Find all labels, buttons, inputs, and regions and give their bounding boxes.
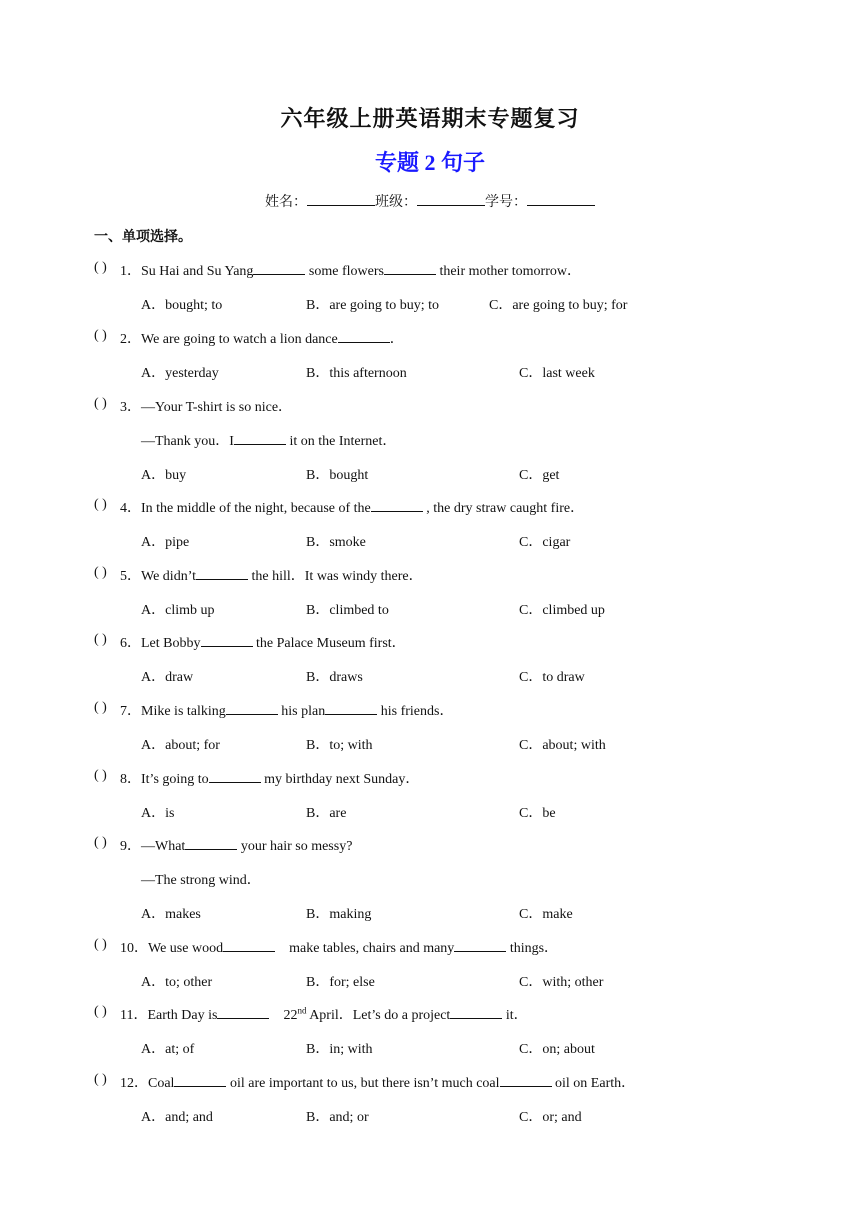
fill-blank[interactable]	[209, 770, 261, 783]
option-b[interactable]: B．climbed to	[306, 603, 389, 618]
fill-blank[interactable]	[338, 330, 390, 343]
option-a[interactable]: A．draw	[141, 670, 194, 685]
fill-blank[interactable]	[454, 939, 506, 952]
fill-blank[interactable]	[371, 499, 423, 512]
option-b[interactable]: B．draws	[306, 670, 363, 685]
option-c[interactable]: C．make	[519, 907, 573, 922]
option-c[interactable]: C．on; about	[519, 1042, 595, 1057]
option-b[interactable]: B．for; else	[306, 975, 375, 990]
option-a[interactable]: A．climb up	[141, 603, 215, 618]
answer-paren[interactable]: ( )	[94, 835, 107, 850]
fill-blank[interactable]	[201, 634, 253, 647]
option-c[interactable]: C．cigar	[519, 535, 571, 550]
answer-paren[interactable]: ( )	[94, 260, 107, 275]
page-subtitle: 专题 2 句子	[374, 150, 485, 175]
class-label: 班级：	[375, 195, 417, 210]
answer-paren[interactable]: ( )	[94, 1004, 107, 1019]
fill-blank[interactable]	[217, 1006, 269, 1019]
option-c[interactable]: C．climbed up	[519, 603, 605, 618]
fill-blank[interactable]	[384, 262, 436, 275]
option-c[interactable]: C．or; and	[519, 1110, 582, 1125]
option-a[interactable]: A．makes	[141, 907, 201, 922]
option-a[interactable]: A．and; and	[141, 1110, 213, 1125]
option-b[interactable]: B．making	[306, 907, 372, 922]
answer-paren[interactable]: ( )	[94, 396, 107, 411]
answer-paren[interactable]: ( )	[94, 1072, 107, 1087]
option-a[interactable]: A．pipe	[141, 535, 190, 550]
class-blank[interactable]	[417, 193, 485, 206]
option-c[interactable]: C．to draw	[519, 670, 585, 685]
option-c[interactable]: C．with; other	[519, 975, 604, 990]
fill-blank[interactable]	[223, 939, 275, 952]
answer-paren[interactable]: ( )	[94, 937, 107, 952]
answer-paren[interactable]: ( )	[94, 565, 107, 580]
option-b[interactable]: B．are	[306, 806, 347, 821]
option-b[interactable]: B．to; with	[306, 738, 373, 753]
option-a[interactable]: A．to; other	[141, 975, 213, 990]
option-b[interactable]: B．bought	[306, 468, 369, 483]
option-b[interactable]: B．are going to buy; to	[306, 298, 439, 313]
option-a[interactable]: A．yesterday	[141, 366, 219, 381]
option-b[interactable]: B．in; with	[306, 1042, 373, 1057]
option-c[interactable]: C．are going to buy; for	[489, 298, 628, 313]
option-b[interactable]: B．smoke	[306, 535, 366, 550]
fill-blank[interactable]	[234, 432, 286, 445]
answer-paren[interactable]: ( )	[94, 768, 107, 783]
page-title: 六年级上册英语期末专题复习	[280, 106, 580, 131]
option-a[interactable]: A．at; of	[141, 1042, 195, 1057]
answer-paren[interactable]: ( )	[94, 632, 107, 647]
option-a[interactable]: A．buy	[141, 468, 187, 483]
option-c[interactable]: C．about; with	[519, 738, 606, 753]
fill-blank[interactable]	[500, 1074, 552, 1087]
fill-blank[interactable]	[253, 262, 305, 275]
answer-paren[interactable]: ( )	[94, 700, 107, 715]
fill-blank[interactable]	[226, 702, 278, 715]
name-label: 姓名：	[265, 195, 307, 210]
option-a[interactable]: A．about; for	[141, 738, 220, 753]
id-blank[interactable]	[527, 193, 595, 206]
option-a[interactable]: A．is	[141, 806, 175, 821]
answer-paren[interactable]: ( )	[94, 328, 107, 343]
name-blank[interactable]	[307, 193, 375, 206]
id-label: 学号：	[485, 195, 527, 210]
option-b[interactable]: B．this afternoon	[306, 366, 407, 381]
fill-blank[interactable]	[174, 1074, 226, 1087]
fill-blank[interactable]	[185, 837, 237, 850]
option-a[interactable]: A．bought; to	[141, 298, 223, 313]
fill-blank[interactable]	[325, 702, 377, 715]
answer-paren[interactable]: ( )	[94, 497, 107, 512]
section-title: 一、单项选择。	[94, 230, 192, 245]
option-c[interactable]: C．get	[519, 468, 560, 483]
student-info-line	[0, 191, 860, 211]
fill-blank[interactable]	[196, 567, 248, 580]
option-c[interactable]: C．last week	[519, 366, 595, 381]
option-c[interactable]: C．be	[519, 806, 556, 821]
fill-blank[interactable]	[450, 1006, 502, 1019]
option-b[interactable]: B．and; or	[306, 1110, 369, 1125]
